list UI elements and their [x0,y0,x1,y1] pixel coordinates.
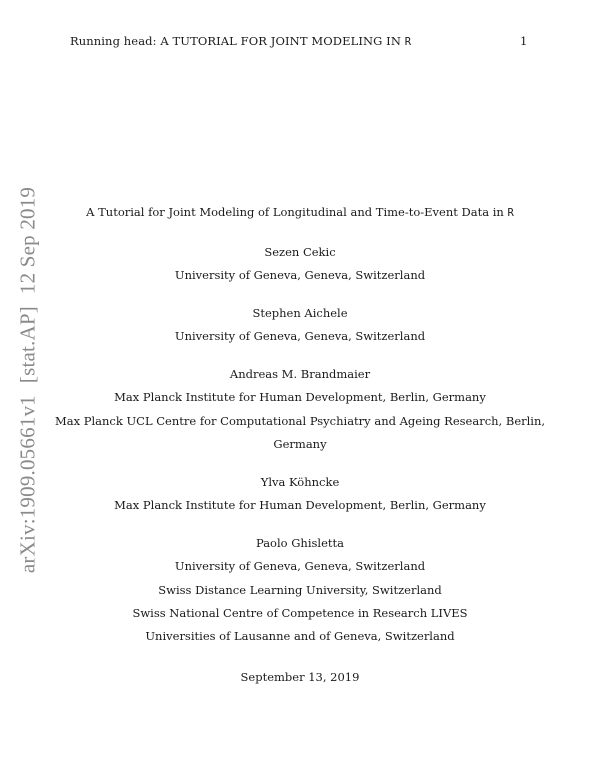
author-name: Ylva Köhncke [260,475,340,489]
author-affiliation: University of Geneva, Geneva, Switzerland [174,559,426,573]
author-affiliation: Swiss National Centre of Competence in Research LIVES [132,606,468,620]
author-affiliation: Swiss Distance Learning University, Switzerland [158,583,442,597]
running-head-label: Running head: [70,34,157,48]
author-name: Andreas M. Brandmaier [229,367,371,381]
author-affiliation: Germany [273,437,327,451]
paper-date: September 13, 2019 [240,670,360,684]
paper-title-r-symbol: R [507,207,514,219]
author-name: Paolo Ghisletta [255,536,344,550]
arxiv-category: [stat.AP] [15,306,40,384]
author-affiliation: Universities of Lausanne and of Geneva, Switzerland [145,629,455,643]
author-name: Sezen Cekic [264,245,336,259]
running-head-r-symbol: R [404,36,412,48]
author-affiliation: Max Planck Institute for Human Development, Berlin, Germany [114,390,486,404]
arxiv-date: 12 Sep 2019 [15,186,40,295]
paper-title-text: A Tutorial for Joint Modeling of Longitudinal and Time-to-Event Data in [86,205,504,219]
paper-title [0,205,600,220]
author-affiliation: Max Planck UCL Centre for Computational Psychiatry and Ageing Research, Berlin, [54,414,546,428]
running-head-title: A TUTORIAL FOR JOINT MODELING IN [160,34,401,48]
author-affiliation: University of Geneva, Geneva, Switzerland [174,268,426,282]
author-affiliation: Max Planck Institute for Human Development, Berlin, Germany [114,498,486,512]
page-number: 1 [520,34,528,48]
author-affiliation: University of Geneva, Geneva, Switzerland [174,329,426,343]
author-name: Stephen Aichele [252,306,348,320]
arxiv-id: arXiv:1909.05661v1 [15,395,40,574]
running-head [70,34,411,48]
